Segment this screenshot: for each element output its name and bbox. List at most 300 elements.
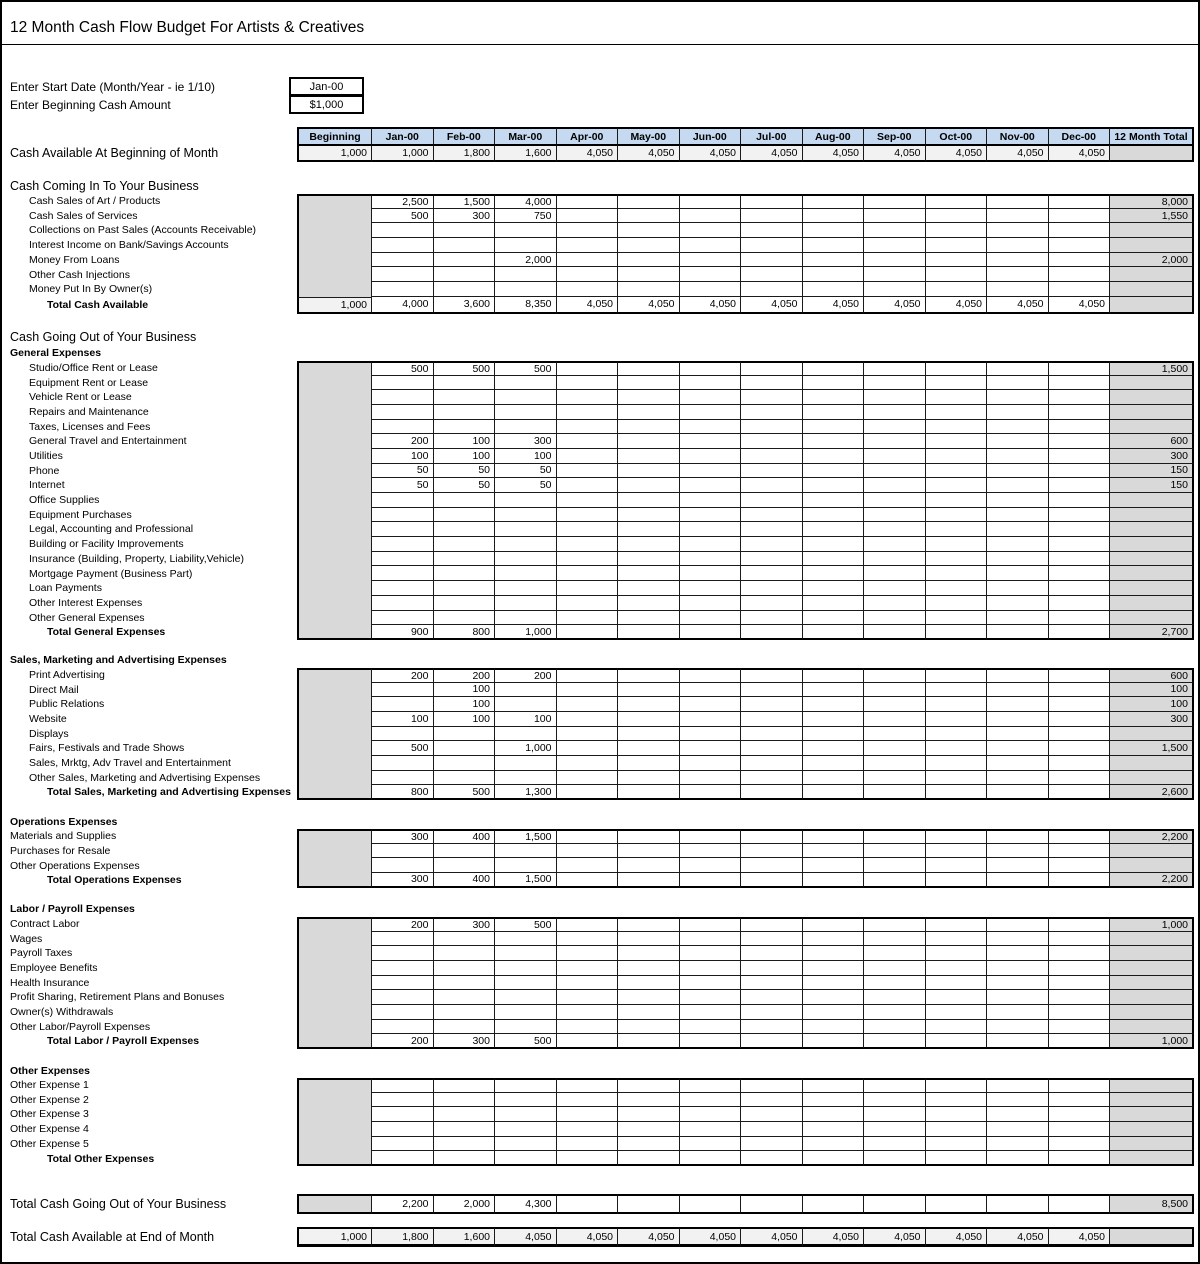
value-cell[interactable]: [1049, 194, 1111, 209]
value-cell[interactable]: [803, 961, 865, 976]
total-cell[interactable]: [1110, 376, 1194, 391]
value-cell[interactable]: [741, 917, 803, 932]
value-cell[interactable]: [618, 596, 680, 611]
value-cell[interactable]: 4,050: [803, 297, 865, 314]
beginning-merged-cell[interactable]: [297, 390, 372, 405]
value-cell[interactable]: [618, 844, 680, 859]
value-cell[interactable]: [680, 537, 742, 552]
value-cell[interactable]: [741, 1122, 803, 1137]
value-cell[interactable]: [803, 1078, 865, 1093]
total-cell[interactable]: 100: [1110, 683, 1194, 698]
value-cell[interactable]: [372, 771, 434, 786]
value-cell[interactable]: 800: [372, 785, 434, 800]
value-cell[interactable]: [618, 420, 680, 435]
value-cell[interactable]: [987, 932, 1049, 947]
value-cell[interactable]: [741, 464, 803, 479]
value-cell[interactable]: 4,050: [864, 1227, 926, 1247]
total-cell[interactable]: 1,500: [1110, 741, 1194, 756]
value-cell[interactable]: [372, 1137, 434, 1152]
value-cell[interactable]: [618, 1151, 680, 1166]
value-cell[interactable]: 2,000: [495, 253, 557, 268]
total-cell[interactable]: [1110, 267, 1194, 282]
value-cell[interactable]: [372, 990, 434, 1005]
value-cell[interactable]: 200: [495, 668, 557, 683]
value-cell[interactable]: [557, 253, 619, 268]
value-cell[interactable]: [741, 611, 803, 626]
value-cell[interactable]: [803, 478, 865, 493]
value-cell[interactable]: [618, 194, 680, 209]
total-cell[interactable]: [1110, 1151, 1194, 1166]
value-cell[interactable]: [618, 449, 680, 464]
total-cell[interactable]: [1110, 844, 1194, 859]
value-cell[interactable]: [926, 858, 988, 873]
value-cell[interactable]: [434, 1093, 496, 1108]
value-cell[interactable]: [434, 727, 496, 742]
value-cell[interactable]: [987, 976, 1049, 991]
value-cell[interactable]: [557, 1194, 619, 1214]
value-cell[interactable]: [864, 697, 926, 712]
value-cell[interactable]: [680, 566, 742, 581]
value-cell[interactable]: [987, 596, 1049, 611]
value-cell[interactable]: [372, 537, 434, 552]
value-cell[interactable]: [495, 390, 557, 405]
value-cell[interactable]: [1049, 267, 1111, 282]
value-cell[interactable]: [803, 194, 865, 209]
value-cell[interactable]: [741, 697, 803, 712]
value-cell[interactable]: [864, 611, 926, 626]
value-cell[interactable]: [864, 464, 926, 479]
value-cell[interactable]: 300: [434, 209, 496, 224]
value-cell[interactable]: [434, 267, 496, 282]
total-cell[interactable]: [1110, 611, 1194, 626]
value-cell[interactable]: [926, 1151, 988, 1166]
value-cell[interactable]: [372, 223, 434, 238]
value-cell[interactable]: 500: [372, 209, 434, 224]
total-cell[interactable]: [1110, 771, 1194, 786]
value-cell[interactable]: [864, 990, 926, 1005]
value-cell[interactable]: [864, 194, 926, 209]
value-cell[interactable]: [926, 785, 988, 800]
value-cell[interactable]: 500: [495, 1034, 557, 1049]
value-cell[interactable]: 50: [372, 478, 434, 493]
value-cell[interactable]: [495, 976, 557, 991]
value-cell[interactable]: [372, 376, 434, 391]
beginning-merged-cell[interactable]: [297, 522, 372, 537]
value-cell[interactable]: [926, 1034, 988, 1049]
value-cell[interactable]: [434, 238, 496, 253]
value-cell[interactable]: [741, 508, 803, 523]
value-cell[interactable]: [434, 858, 496, 873]
value-cell[interactable]: [741, 727, 803, 742]
value-cell[interactable]: [987, 267, 1049, 282]
value-cell[interactable]: [1049, 697, 1111, 712]
value-cell[interactable]: [864, 625, 926, 640]
value-cell[interactable]: [864, 238, 926, 253]
value-cell[interactable]: [372, 405, 434, 420]
beginning-merged-cell[interactable]: [297, 976, 372, 991]
value-cell[interactable]: [926, 1194, 988, 1214]
value-cell[interactable]: [557, 858, 619, 873]
value-cell[interactable]: [864, 253, 926, 268]
value-cell[interactable]: [557, 1151, 619, 1166]
value-cell[interactable]: [557, 566, 619, 581]
value-cell[interactable]: [987, 756, 1049, 771]
value-cell[interactable]: 4,050: [803, 144, 865, 162]
value-cell[interactable]: [680, 976, 742, 991]
value-cell[interactable]: [680, 741, 742, 756]
value-cell[interactable]: [741, 946, 803, 961]
value-cell[interactable]: [618, 858, 680, 873]
value-cell[interactable]: 50: [434, 464, 496, 479]
beginning-merged-cell[interactable]: [297, 223, 372, 238]
value-cell[interactable]: [434, 961, 496, 976]
value-cell[interactable]: [1049, 478, 1111, 493]
value-cell[interactable]: [680, 464, 742, 479]
value-cell[interactable]: [495, 990, 557, 1005]
value-cell[interactable]: [680, 1078, 742, 1093]
value-cell[interactable]: 4,050: [618, 1227, 680, 1247]
value-cell[interactable]: [741, 873, 803, 888]
value-cell[interactable]: [557, 1107, 619, 1122]
start-date-input[interactable]: Jan-00: [289, 77, 364, 96]
value-cell[interactable]: 2,500: [372, 194, 434, 209]
month-header-cell[interactable]: Sep-00: [864, 127, 926, 144]
total-cell[interactable]: [1110, 756, 1194, 771]
value-cell[interactable]: [1049, 961, 1111, 976]
value-cell[interactable]: [926, 1078, 988, 1093]
value-cell[interactable]: [372, 697, 434, 712]
value-cell[interactable]: [434, 223, 496, 238]
value-cell[interactable]: [680, 697, 742, 712]
value-cell[interactable]: [372, 566, 434, 581]
value-cell[interactable]: 4,050: [1049, 144, 1111, 162]
value-cell[interactable]: [864, 1137, 926, 1152]
value-cell[interactable]: [680, 932, 742, 947]
value-cell[interactable]: [1049, 990, 1111, 1005]
value-cell[interactable]: [680, 829, 742, 844]
value-cell[interactable]: [618, 1194, 680, 1214]
value-cell[interactable]: [434, 932, 496, 947]
value-cell[interactable]: [680, 522, 742, 537]
value-cell[interactable]: [1049, 209, 1111, 224]
value-cell[interactable]: 4,300: [495, 1194, 557, 1214]
value-cell[interactable]: [618, 282, 680, 297]
value-cell[interactable]: [618, 376, 680, 391]
value-cell[interactable]: [557, 829, 619, 844]
total-cell[interactable]: [1110, 961, 1194, 976]
value-cell[interactable]: [741, 1137, 803, 1152]
total-cell[interactable]: [1110, 282, 1194, 297]
value-cell[interactable]: [1049, 508, 1111, 523]
value-cell[interactable]: [618, 990, 680, 1005]
value-cell[interactable]: 4,050: [987, 1227, 1049, 1247]
value-cell[interactable]: [434, 1078, 496, 1093]
value-cell[interactable]: [495, 932, 557, 947]
value-cell[interactable]: [1049, 1093, 1111, 1108]
value-cell[interactable]: 500: [372, 741, 434, 756]
value-cell[interactable]: [618, 668, 680, 683]
value-cell[interactable]: [987, 253, 1049, 268]
value-cell[interactable]: [864, 756, 926, 771]
value-cell[interactable]: [1049, 282, 1111, 297]
value-cell[interactable]: [926, 829, 988, 844]
value-cell[interactable]: [926, 267, 988, 282]
value-cell[interactable]: [1049, 1137, 1111, 1152]
value-cell[interactable]: [803, 493, 865, 508]
total-cell[interactable]: [1110, 1107, 1194, 1122]
value-cell[interactable]: [864, 771, 926, 786]
value-cell[interactable]: 1,600: [495, 144, 557, 162]
value-cell[interactable]: 1,000: [297, 297, 372, 314]
value-cell[interactable]: [926, 917, 988, 932]
value-cell[interactable]: [557, 917, 619, 932]
value-cell[interactable]: [741, 712, 803, 727]
value-cell[interactable]: [434, 976, 496, 991]
value-cell[interactable]: [987, 405, 1049, 420]
value-cell[interactable]: 1,800: [434, 144, 496, 162]
value-cell[interactable]: [803, 1151, 865, 1166]
beginning-merged-cell[interactable]: [297, 194, 372, 209]
value-cell[interactable]: [741, 267, 803, 282]
value-cell[interactable]: [618, 478, 680, 493]
value-cell[interactable]: [618, 697, 680, 712]
value-cell[interactable]: [618, 932, 680, 947]
value-cell[interactable]: [618, 976, 680, 991]
value-cell[interactable]: [741, 961, 803, 976]
value-cell[interactable]: [557, 552, 619, 567]
value-cell[interactable]: [434, 844, 496, 859]
value-cell[interactable]: 100: [434, 434, 496, 449]
beginning-merged-cell[interactable]: [297, 1078, 372, 1093]
value-cell[interactable]: 900: [372, 625, 434, 640]
value-cell[interactable]: [741, 741, 803, 756]
value-cell[interactable]: [557, 581, 619, 596]
value-cell[interactable]: [618, 1107, 680, 1122]
value-cell[interactable]: [741, 1093, 803, 1108]
total-cell[interactable]: [1110, 1122, 1194, 1137]
value-cell[interactable]: 500: [434, 361, 496, 376]
value-cell[interactable]: 4,050: [864, 144, 926, 162]
value-cell[interactable]: [1049, 1005, 1111, 1020]
value-cell[interactable]: [618, 611, 680, 626]
value-cell[interactable]: [372, 1005, 434, 1020]
value-cell[interactable]: [864, 727, 926, 742]
value-cell[interactable]: [803, 976, 865, 991]
value-cell[interactable]: [557, 537, 619, 552]
value-cell[interactable]: 4,050: [1049, 1227, 1111, 1247]
beginning-merged-cell[interactable]: [297, 581, 372, 596]
value-cell[interactable]: [434, 946, 496, 961]
value-cell[interactable]: [987, 683, 1049, 698]
value-cell[interactable]: [680, 390, 742, 405]
value-cell[interactable]: [926, 493, 988, 508]
value-cell[interactable]: [1049, 1122, 1111, 1137]
value-cell[interactable]: [618, 253, 680, 268]
value-cell[interactable]: [372, 756, 434, 771]
value-cell[interactable]: [741, 625, 803, 640]
value-cell[interactable]: 1,500: [434, 194, 496, 209]
total-cell[interactable]: 1,000: [1110, 1034, 1194, 1049]
value-cell[interactable]: [926, 376, 988, 391]
value-cell[interactable]: [372, 420, 434, 435]
value-cell[interactable]: [1049, 873, 1111, 888]
value-cell[interactable]: 100: [495, 712, 557, 727]
value-cell[interactable]: [372, 727, 434, 742]
value-cell[interactable]: [1049, 946, 1111, 961]
value-cell[interactable]: [495, 1107, 557, 1122]
value-cell[interactable]: [557, 478, 619, 493]
value-cell[interactable]: [495, 1122, 557, 1137]
beginning-merged-cell[interactable]: [297, 552, 372, 567]
value-cell[interactable]: [680, 1137, 742, 1152]
value-cell[interactable]: [680, 625, 742, 640]
value-cell[interactable]: 4,050: [495, 1227, 557, 1247]
value-cell[interactable]: [434, 508, 496, 523]
beginning-merged-cell[interactable]: [297, 478, 372, 493]
total-cell[interactable]: [1110, 932, 1194, 947]
value-cell[interactable]: [434, 522, 496, 537]
value-cell[interactable]: 500: [495, 917, 557, 932]
value-cell[interactable]: [557, 683, 619, 698]
value-cell[interactable]: [741, 1107, 803, 1122]
value-cell[interactable]: [864, 508, 926, 523]
value-cell[interactable]: [372, 596, 434, 611]
value-cell[interactable]: [926, 194, 988, 209]
value-cell[interactable]: 3,600: [434, 297, 496, 314]
beginning-merged-cell[interactable]: [297, 741, 372, 756]
beginning-merged-cell[interactable]: [297, 1122, 372, 1137]
value-cell[interactable]: [987, 1093, 1049, 1108]
value-cell[interactable]: [864, 668, 926, 683]
total-cell[interactable]: 2,700: [1110, 625, 1194, 640]
value-cell[interactable]: [495, 727, 557, 742]
value-cell[interactable]: [495, 1137, 557, 1152]
value-cell[interactable]: [557, 1020, 619, 1035]
value-cell[interactable]: [372, 508, 434, 523]
value-cell[interactable]: [680, 376, 742, 391]
beginning-merged-cell[interactable]: [297, 596, 372, 611]
month-header-cell[interactable]: Jan-00: [372, 127, 434, 144]
value-cell[interactable]: 50: [372, 464, 434, 479]
value-cell[interactable]: [495, 1078, 557, 1093]
value-cell[interactable]: [495, 611, 557, 626]
total-cell[interactable]: [1110, 1005, 1194, 1020]
value-cell[interactable]: 4,000: [372, 297, 434, 314]
value-cell[interactable]: [680, 478, 742, 493]
value-cell[interactable]: [864, 1122, 926, 1137]
value-cell[interactable]: [557, 990, 619, 1005]
beginning-merged-cell[interactable]: [297, 493, 372, 508]
value-cell[interactable]: [926, 1107, 988, 1122]
beginning-merged-cell[interactable]: [297, 683, 372, 698]
value-cell[interactable]: [1049, 917, 1111, 932]
value-cell[interactable]: [618, 566, 680, 581]
value-cell[interactable]: [987, 946, 1049, 961]
value-cell[interactable]: [557, 508, 619, 523]
value-cell[interactable]: [680, 253, 742, 268]
value-cell[interactable]: [434, 493, 496, 508]
value-cell[interactable]: [987, 1020, 1049, 1035]
value-cell[interactable]: [803, 697, 865, 712]
value-cell[interactable]: [495, 756, 557, 771]
value-cell[interactable]: [1049, 741, 1111, 756]
value-cell[interactable]: 200: [372, 668, 434, 683]
value-cell[interactable]: [741, 390, 803, 405]
value-cell[interactable]: [803, 611, 865, 626]
total-cell[interactable]: 2,600: [1110, 785, 1194, 800]
value-cell[interactable]: [864, 566, 926, 581]
value-cell[interactable]: [618, 741, 680, 756]
value-cell[interactable]: [864, 209, 926, 224]
value-cell[interactable]: 50: [434, 478, 496, 493]
value-cell[interactable]: [926, 771, 988, 786]
value-cell[interactable]: [803, 223, 865, 238]
value-cell[interactable]: [1049, 253, 1111, 268]
value-cell[interactable]: 1,500: [495, 829, 557, 844]
value-cell[interactable]: [741, 405, 803, 420]
value-cell[interactable]: [680, 1122, 742, 1137]
value-cell[interactable]: [864, 223, 926, 238]
value-cell[interactable]: [987, 566, 1049, 581]
value-cell[interactable]: [1049, 1078, 1111, 1093]
value-cell[interactable]: [741, 238, 803, 253]
value-cell[interactable]: 1,300: [495, 785, 557, 800]
value-cell[interactable]: [864, 493, 926, 508]
value-cell[interactable]: [618, 209, 680, 224]
value-cell[interactable]: [741, 478, 803, 493]
value-cell[interactable]: [1049, 376, 1111, 391]
value-cell[interactable]: 4,050: [926, 144, 988, 162]
value-cell[interactable]: [987, 917, 1049, 932]
value-cell[interactable]: 4,050: [803, 1227, 865, 1247]
value-cell[interactable]: 4,050: [618, 144, 680, 162]
value-cell[interactable]: [372, 282, 434, 297]
value-cell[interactable]: [557, 668, 619, 683]
value-cell[interactable]: [680, 282, 742, 297]
value-cell[interactable]: 200: [372, 1034, 434, 1049]
beginning-cash-input[interactable]: $1,000: [289, 95, 364, 114]
total-cell[interactable]: [1110, 537, 1194, 552]
value-cell[interactable]: 4,050: [741, 297, 803, 314]
value-cell[interactable]: [864, 858, 926, 873]
value-cell[interactable]: [803, 625, 865, 640]
value-cell[interactable]: [557, 434, 619, 449]
value-cell[interactable]: [680, 449, 742, 464]
value-cell[interactable]: [864, 282, 926, 297]
value-cell[interactable]: [864, 741, 926, 756]
value-cell[interactable]: [557, 223, 619, 238]
value-cell[interactable]: [372, 552, 434, 567]
value-cell[interactable]: [803, 1020, 865, 1035]
value-cell[interactable]: [926, 238, 988, 253]
value-cell[interactable]: [803, 420, 865, 435]
month-header-cell[interactable]: Beginning: [297, 127, 372, 144]
total-cell[interactable]: 1,500: [1110, 361, 1194, 376]
total-cell[interactable]: [1110, 990, 1194, 1005]
value-cell[interactable]: [864, 1020, 926, 1035]
value-cell[interactable]: [495, 1005, 557, 1020]
total-cell[interactable]: [1110, 727, 1194, 742]
value-cell[interactable]: [680, 858, 742, 873]
value-cell[interactable]: [557, 946, 619, 961]
value-cell[interactable]: [741, 209, 803, 224]
value-cell[interactable]: [987, 873, 1049, 888]
value-cell[interactable]: [434, 376, 496, 391]
value-cell[interactable]: [926, 873, 988, 888]
value-cell[interactable]: [987, 1005, 1049, 1020]
value-cell[interactable]: [495, 844, 557, 859]
value-cell[interactable]: [557, 785, 619, 800]
